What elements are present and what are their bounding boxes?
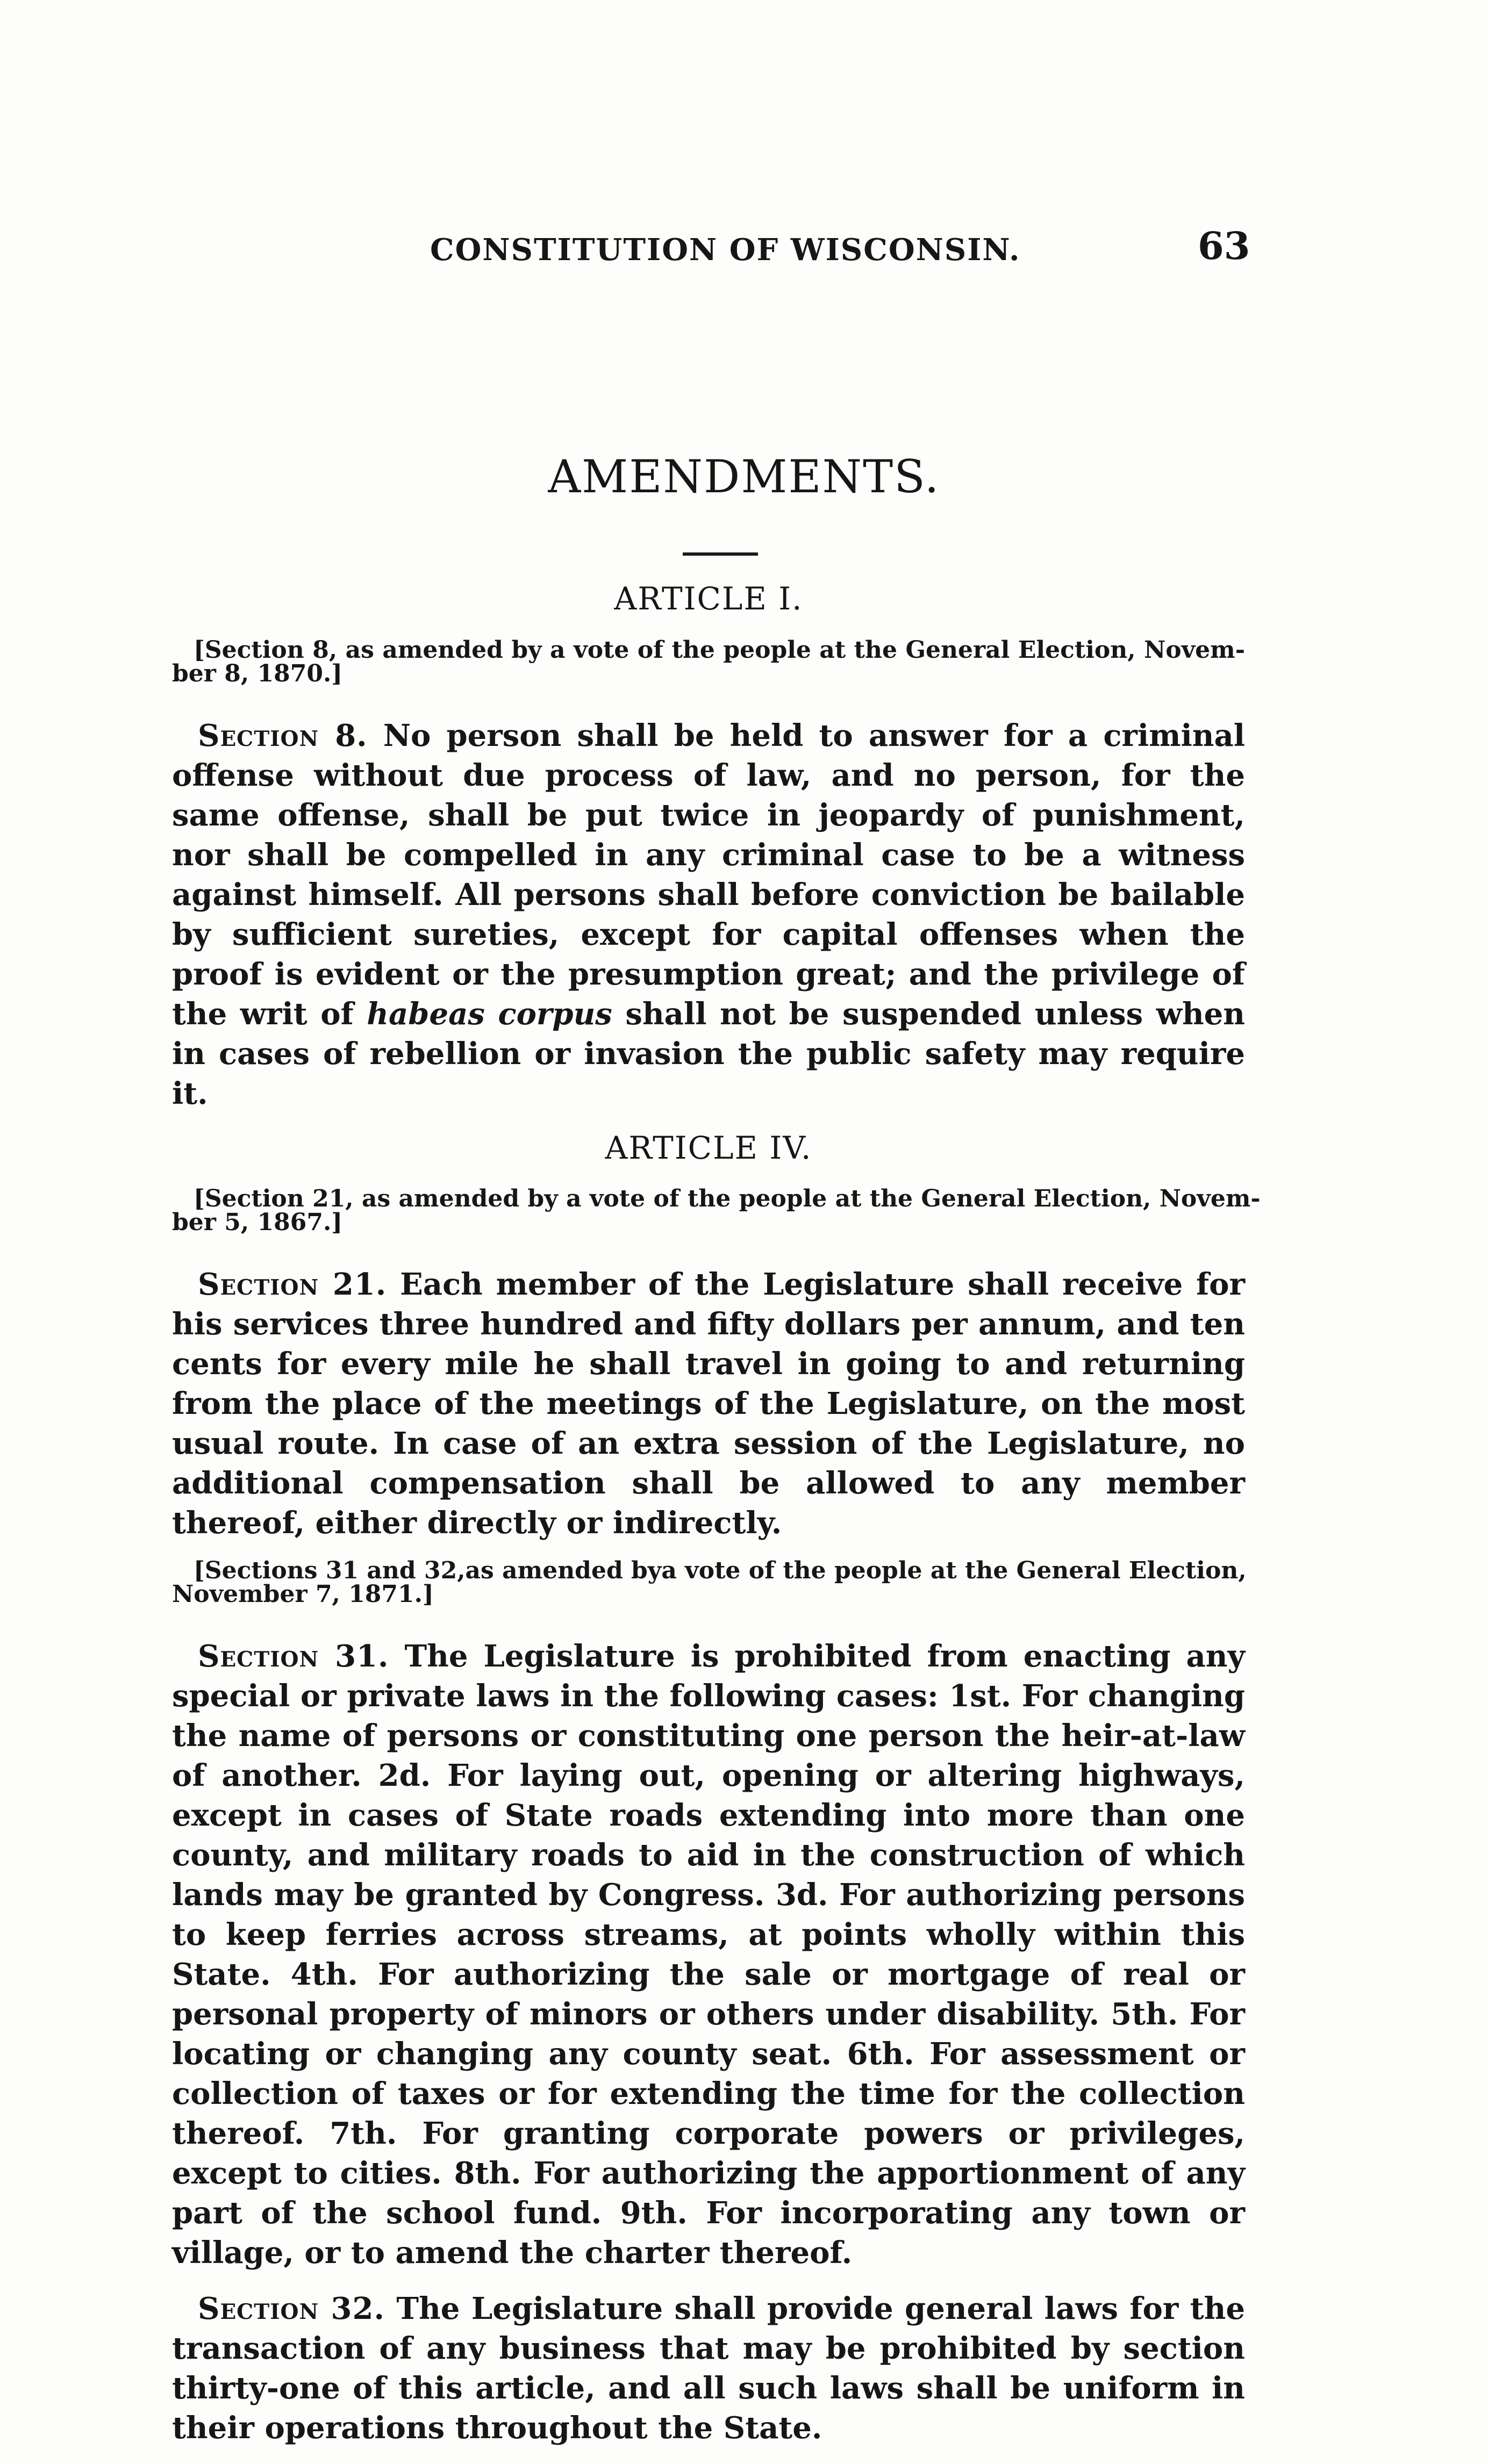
section-31-text: The Legislature is prohibited from enacting any special or private laws in the following cases: 1st. For changing the name of persons or constituting one person the heir-at-law of another. 2d. For laying out, opening or altering highways, except in cases of State roads extending into more than one county, and military roads to aid in the construction of which lands may be granted by Congress. 3d. For authorizing persons to keep ferries across streams, at points wholly within this State. 4th. For authorizing the sale or mortgage of real or personal property of minors or others under disability. 5th. For locating or changing any county seat. 6th. For assessment or collection of taxes or for extending the time for the collection thereof. 7th. For granting corporate powers or privileges, except to cities. 8th. For authorizing the apportionment of any part of the school fund. 9th. For incorporating any town or village, or to amend the charter thereof. [172, 1639, 1246, 2271]
article-1-note-line2: ber 8, 1870.] [172, 659, 343, 687]
section-8-text-a: No person shall be held to answer for a criminal offense without due process of law, and no person, for the same offense, shall be put twice in jeopardy of punishment, nor shall be compelled in any criminal case to be a witness against himself. All persons shall before conviction be bailable by sufficient sureties, except for capital offenses when the proof is evident or the presumption great; and the privilege of the writ of [172, 717, 1246, 1032]
article-1-note-line1: [Section 8, as amended by a vote of the people at the General Election, Novem- [194, 636, 1245, 664]
section-31-label: Section 31. [198, 1639, 389, 1675]
section-21-note-line2: ber 5, 1867.] [172, 1209, 343, 1237]
section-21-text: Each member of the Legislature shall receive for his services three hundred and fifty dollars per annum, and ten cents for every mile he shall travel in going to and returning from the place of the meetings of the Legislature, on the most usual route. In case of an extra session of the Legislature, no additional compensation shall be allowed to any member thereof, either directly or indirectly. [172, 1267, 1246, 1541]
running-title: CONSTITUTION OF WISCONSIN. [430, 232, 1021, 268]
section-21-paragraph [172, 1265, 1245, 1543]
section-21-label: Section 21. [198, 1267, 387, 1303]
title-rule [683, 552, 758, 556]
section-31-32-note-line1: [Sections 31 and 32,as amended bya vote of the people at the General Election, [194, 1557, 1247, 1585]
section-32-label: Section 32. [198, 2291, 385, 2327]
section-32-text: The Legislature shall provide general laws for the transaction of any business that may be prohibited by section thirty-one of this article, and all such laws shall be uniform in their operations throughout the State. [172, 2291, 1245, 2446]
article-4-heading: ARTICLE IV. [605, 1129, 812, 1166]
page-number: 63 [1198, 224, 1250, 268]
section-31-32-note [172, 1559, 1245, 1606]
section-8-label: Section 8. [198, 717, 368, 753]
section-31-32-note-line2: November 7, 1871.] [172, 1581, 434, 1608]
section-8-text-b: shall not be suspended unless when in cases of rebellion or invasion the public safety may require it. [172, 996, 1246, 1111]
article-1-heading: ARTICLE I. [614, 580, 803, 617]
section-31-paragraph [172, 1636, 1245, 2273]
section-21-note [172, 1185, 1261, 1237]
section-32-paragraph [172, 2289, 1245, 2448]
body-text [172, 580, 1261, 2464]
section-8-paragraph [172, 716, 1245, 1114]
page-title: AMENDMENTS. [548, 450, 940, 503]
section-21-note-line1: [Section 21, as amended by a vote of the people at the General Election, Novem- [194, 1185, 1261, 1213]
section-8-italic: habeas corpus [367, 996, 612, 1032]
article-1-note [172, 638, 1245, 686]
